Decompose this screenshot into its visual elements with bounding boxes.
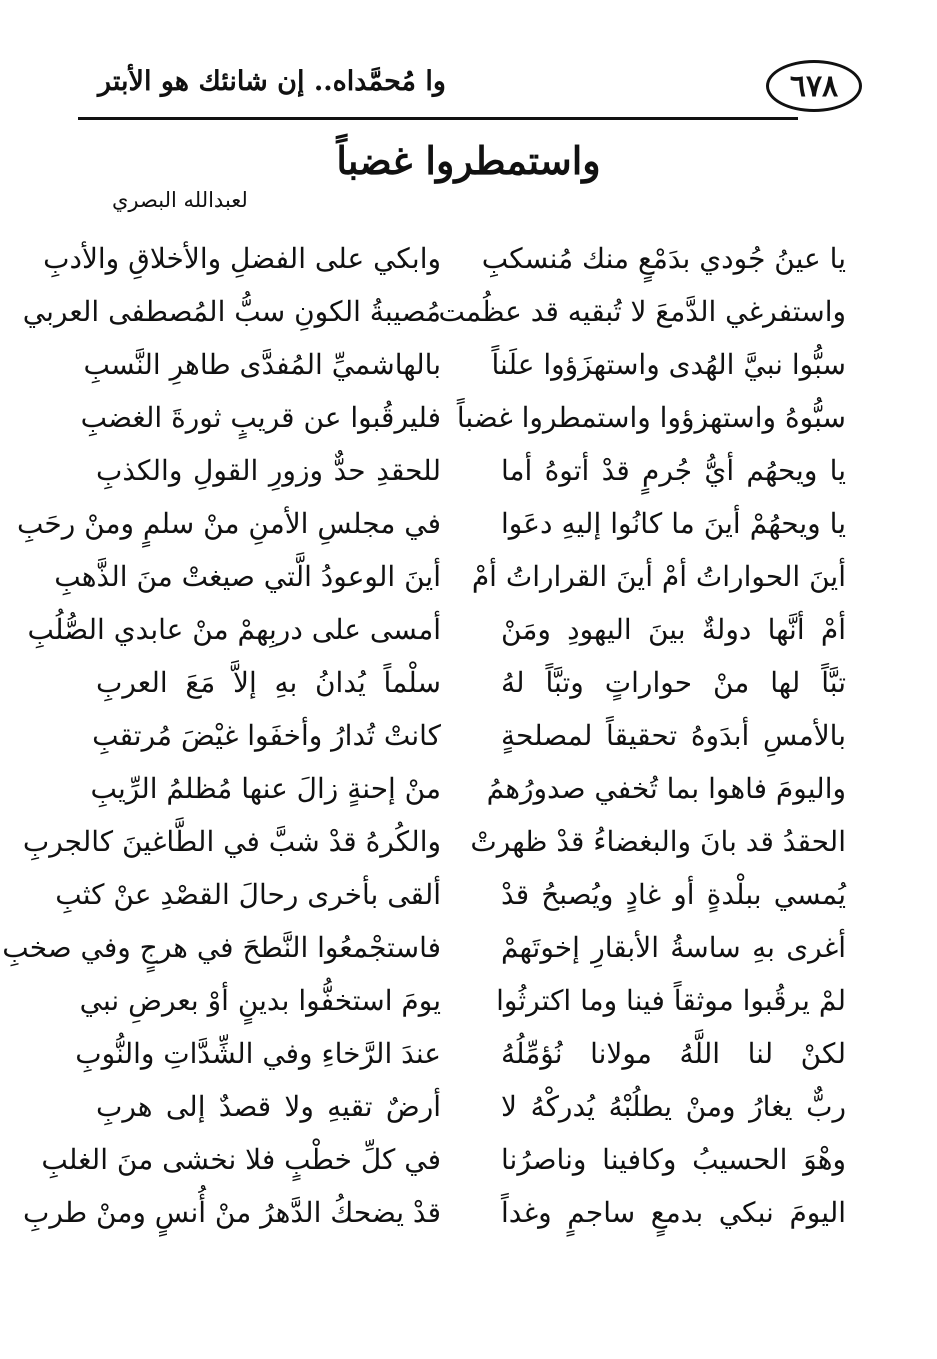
- verse-first-hemistich: واستفرغي الدَّمعَ لا تُبقيه قد عظُمت: [438, 295, 846, 328]
- verse-first-hemistich: لكنْ لنا اللَّهُ مولانا نُؤمِّلُهُ: [501, 1037, 846, 1070]
- verse: [27, 603, 846, 656]
- verse-first-hemistich: ربٌّ يغارُ ومنْ يطلُبْهُ يُدركْهُ لا: [501, 1090, 846, 1123]
- verse: [96, 444, 846, 497]
- verse-second-hemistich: كانتْ تُدارُ وأخفَوا غيْضَ مُرتقبِ: [92, 719, 441, 752]
- verse-first-hemistich: يا عينُ جُودي بدَمْعٍ منك مُنسكبِ: [481, 242, 846, 275]
- verse: [2, 921, 846, 974]
- verse-first-hemistich: واليومَ فاهوا بما تُخفي صدورُهمُ: [486, 772, 846, 805]
- verse-first-hemistich: اليومَ نبكي بدمعٍ ساجمٍ وغداً: [501, 1196, 846, 1229]
- verse: [83, 338, 846, 391]
- verse: [92, 709, 846, 762]
- verse-first-hemistich: سبُّوا نبيَّ الهُدى واستهزَؤوا علَناً: [491, 348, 846, 381]
- verse-first-hemistich: أغرى بهِ ساسةُ الأبقارِ إخوتَهمْ: [501, 931, 846, 964]
- verse-first-hemistich: الحقدُ قد بانَ والبغضاءُ قدْ ظهرتْ: [470, 825, 846, 858]
- verse-second-hemistich: في مجلسِ الأمنِ منْ سلمٍ ومنْ رحَبِ: [16, 507, 441, 540]
- verse-second-hemistich: أينَ الوعودُ الَّتي صيغتْ منَ الذَّهبِ: [54, 560, 441, 593]
- verse: [80, 391, 846, 444]
- verse-second-hemistich: فاستجْمعُوا النَّطحَ في هرجٍ وفي صخبِ: [2, 931, 441, 964]
- verse: [90, 762, 846, 815]
- verse-second-hemistich: سلْماً يُدانُ بهِ إلاَّ مَعَ العربِ: [96, 666, 441, 699]
- verse-first-hemistich: يا ويحهُمْ أينَ ما كانُوا إليهِ دعَوا: [501, 507, 846, 540]
- verse: [55, 868, 846, 921]
- verse-first-hemistich: أمْ أنَّها دولةٌ بينَ اليهودِ ومَنْ: [501, 613, 846, 646]
- verse: [23, 1186, 846, 1239]
- verse-first-hemistich: تبَّاً لها منْ حواراتٍ وتبَّاً لهُ: [501, 666, 846, 699]
- header-rule: [78, 117, 798, 120]
- verse-second-hemistich: منْ إحنةٍ زالَ عنها مُظلمُ الرِّيبِ: [90, 772, 441, 805]
- verse-second-hemistich: للحقدِ حدٌّ وزورِ القولِ والكذبِ: [96, 454, 441, 487]
- verse: [22, 815, 846, 868]
- page-number: ٦٧٨: [766, 60, 862, 112]
- verse-first-hemistich: أينَ الحواراتُ أمْ أينَ القراراتُ أمْ: [471, 560, 846, 593]
- verse-second-hemistich: قدْ يضحكُ الدَّهرُ منْ أُنسٍ ومنْ طربِ: [23, 1196, 441, 1229]
- verse: [79, 974, 846, 1027]
- verse-first-hemistich: يُمسي ببلْدةٍ أو غادٍ ويُصبحُ قدْ: [501, 878, 846, 911]
- verse: [96, 656, 846, 709]
- verse: [75, 1027, 846, 1080]
- verse: [16, 497, 846, 550]
- verse-second-hemistich: أرضٌ تقيهِ ولا قصدٌ إلى هربِ: [96, 1090, 441, 1123]
- verse-second-hemistich: عندَ الرَّخاءِ وفي الشِّدَّاتِ والنُّوبِ: [75, 1037, 441, 1070]
- verse-first-hemistich: وهْوَ الحسيبُ وكافينا وناصرُنا: [501, 1143, 846, 1176]
- page-header: [78, 58, 862, 120]
- poem-author: لعبدالله البصري: [112, 188, 248, 212]
- verse-first-hemistich: بالأمسِ أبدَوهُ تحقيقاً لمصلحةٍ: [501, 719, 846, 752]
- verse: [96, 1080, 846, 1133]
- running-title: وا مُحمَّداه.. إن شانئك هو الأبتر: [98, 66, 446, 97]
- verse-first-hemistich: سبُّوهُ واستهزؤوا واستمطروا غضباً: [456, 401, 846, 434]
- verse-second-hemistich: أمسى على دربِهمْ منْ عابدي الصُّلُبِ: [27, 613, 441, 646]
- verse-second-hemistich: والكُرهُ قدْ شبَّ في الطَّاغينَ كالجربِ: [22, 825, 441, 858]
- verse: [22, 285, 846, 338]
- verse-second-hemistich: ألقى بأخرى رحالَ القصْدِ عنْ كثبِ: [55, 878, 441, 911]
- poem-body: [2, 232, 846, 1292]
- verse-second-hemistich: فليرقُبوا عن قريبٍ ثورةَ الغضبِ: [80, 401, 441, 434]
- verse-second-hemistich: وابكي على الفضلِ والأخلاقِ والأدبِ: [43, 242, 441, 275]
- verse-first-hemistich: لمْ يرقُبوا موثقاً فينا وما اكترثُوا: [496, 984, 846, 1017]
- verse-second-hemistich: مُصيبةُ الكونِ سبُّ المُصطفى العربي: [22, 295, 441, 328]
- poem-title: واستمطروا غضباً: [336, 138, 601, 183]
- verse: [54, 550, 846, 603]
- verse-first-hemistich: يا ويحهُم أيُّ جُرمٍ قدْ أتوهُ أما: [501, 454, 846, 487]
- verse: [43, 232, 846, 285]
- verse-second-hemistich: في كلِّ خطْبٍ فلا نخشى منَ الغلبِ: [41, 1143, 441, 1176]
- verse-second-hemistich: بالهاشميِّ المُفدَّى طاهرِ النَّسبِ: [83, 348, 441, 381]
- verse: [41, 1133, 846, 1186]
- verse-second-hemistich: يومَ استخفُّوا بدينٍ أوْ بعرضِ نبي: [79, 984, 441, 1017]
